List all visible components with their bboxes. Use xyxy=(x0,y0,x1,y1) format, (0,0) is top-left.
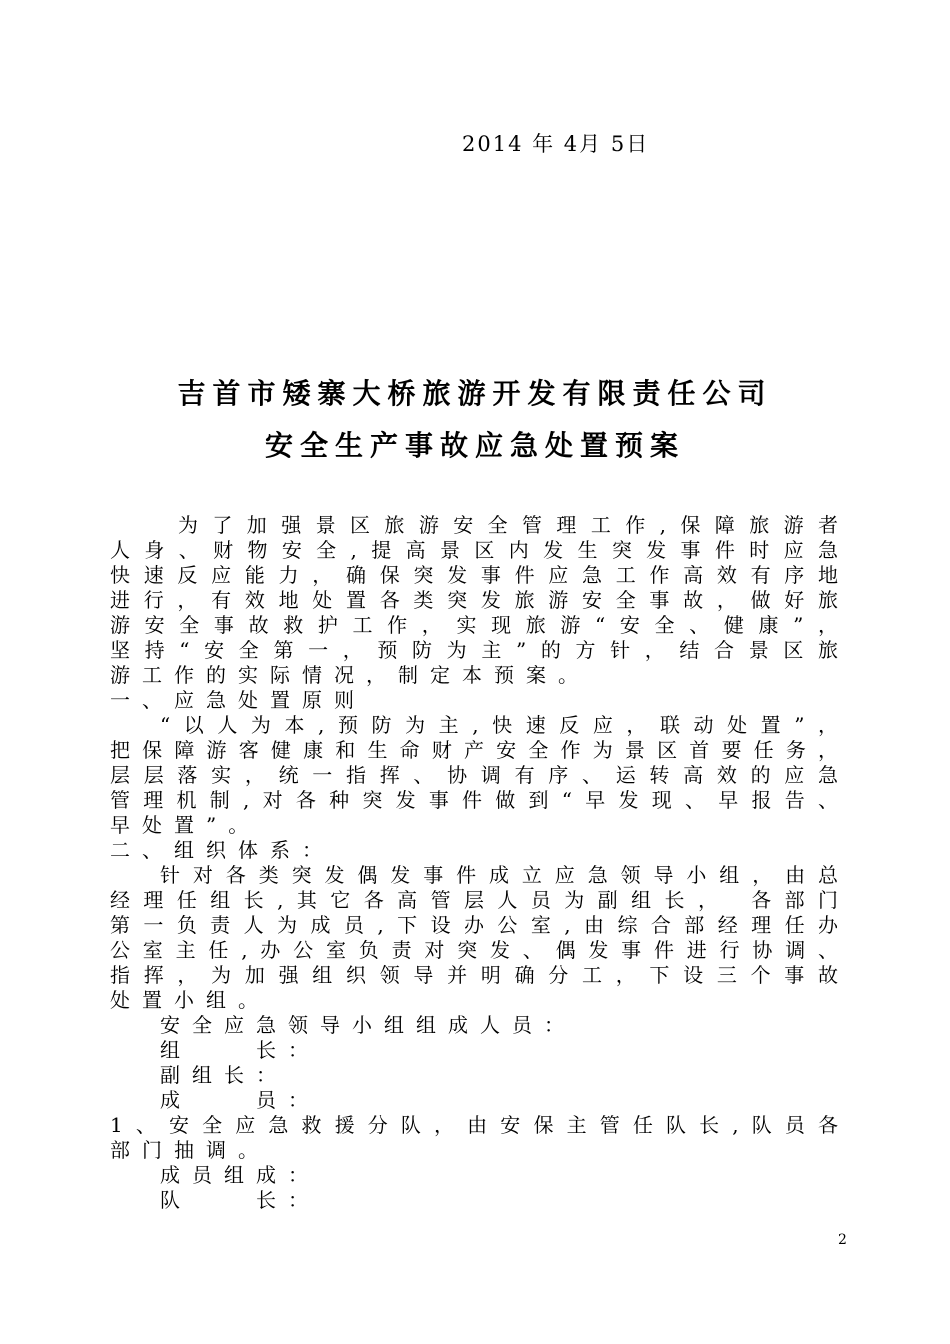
body-line: 指挥，为加强组织领导并明确分工，下设三个事故 xyxy=(110,963,838,987)
body-line: 为了加强景区旅游安全管理工作,保障旅游者 xyxy=(178,513,838,537)
body-line: 快速反应能力，确保突发事件应急工作高效有序地 xyxy=(110,563,838,587)
body-line: 游安全事故救护工作，实现旅游“安全、健康”， xyxy=(110,613,838,637)
body-line: 队 长： xyxy=(160,1188,320,1212)
body-line: 早处置”。 xyxy=(110,813,261,837)
body-line: 成 员： xyxy=(160,1088,320,1112)
body-line: 第一负责人为成员,下设办公室,由综合部经理任办 xyxy=(110,913,838,937)
body-line: 安全应急领导小组组成人员： xyxy=(160,1013,576,1037)
body-line: 把保障游客健康和生命财产安全作为景区首要任务， xyxy=(110,738,838,762)
body-line: 一、应急处置原则 xyxy=(110,688,366,712)
body-line: 经理任组长,其它各高管层人员为副组长， 各部门 xyxy=(110,888,838,912)
body-line: 组 长： xyxy=(160,1038,320,1062)
body-line: 人身、财物安全,提高景区内发生突发事件时应急 xyxy=(110,538,838,562)
document-body xyxy=(110,513,838,1213)
body-line: 公室主任,办公室负责对突发、偶发事件进行协调、 xyxy=(110,938,838,962)
body-line: 进行，有效地处置各类突发旅游安全事故，做好旅 xyxy=(110,588,838,612)
body-line: 二、组织体系： xyxy=(110,838,334,862)
body-line: “以人为本,预防为主,快速反应，联动处置”， xyxy=(160,713,838,737)
body-line: 管理机制,对各种突发事件做到“早发现、早报告、 xyxy=(110,788,838,812)
company-title: 吉首市矮寨大桥旅游开发有限责任公司 xyxy=(177,377,773,410)
body-line: 层层落实，统一指挥、协调有序、运转高效的应急 xyxy=(110,763,838,787)
body-line: 处置小组。 xyxy=(110,988,270,1012)
page-number: 2 xyxy=(838,1232,847,1248)
body-line: 成员组成： xyxy=(160,1163,320,1187)
document-date: 2014 年 4月 5日 xyxy=(462,132,650,156)
body-line: 副组长： xyxy=(160,1063,288,1087)
body-line: 游工作的实际情况，制定本预案。 xyxy=(110,663,590,687)
body-line: 1、安全应急救援分队，由安保主管任队长,队员各 xyxy=(110,1113,838,1137)
body-line: 坚持“安全第一，预防为主”的方针，结合景区旅 xyxy=(110,638,838,662)
body-line: 针对各类突发偶发事件成立应急领导小组，由总 xyxy=(160,863,838,887)
body-line: 部门抽调。 xyxy=(110,1138,270,1162)
plan-title: 安全生产事故应急处置预案 xyxy=(264,429,685,462)
